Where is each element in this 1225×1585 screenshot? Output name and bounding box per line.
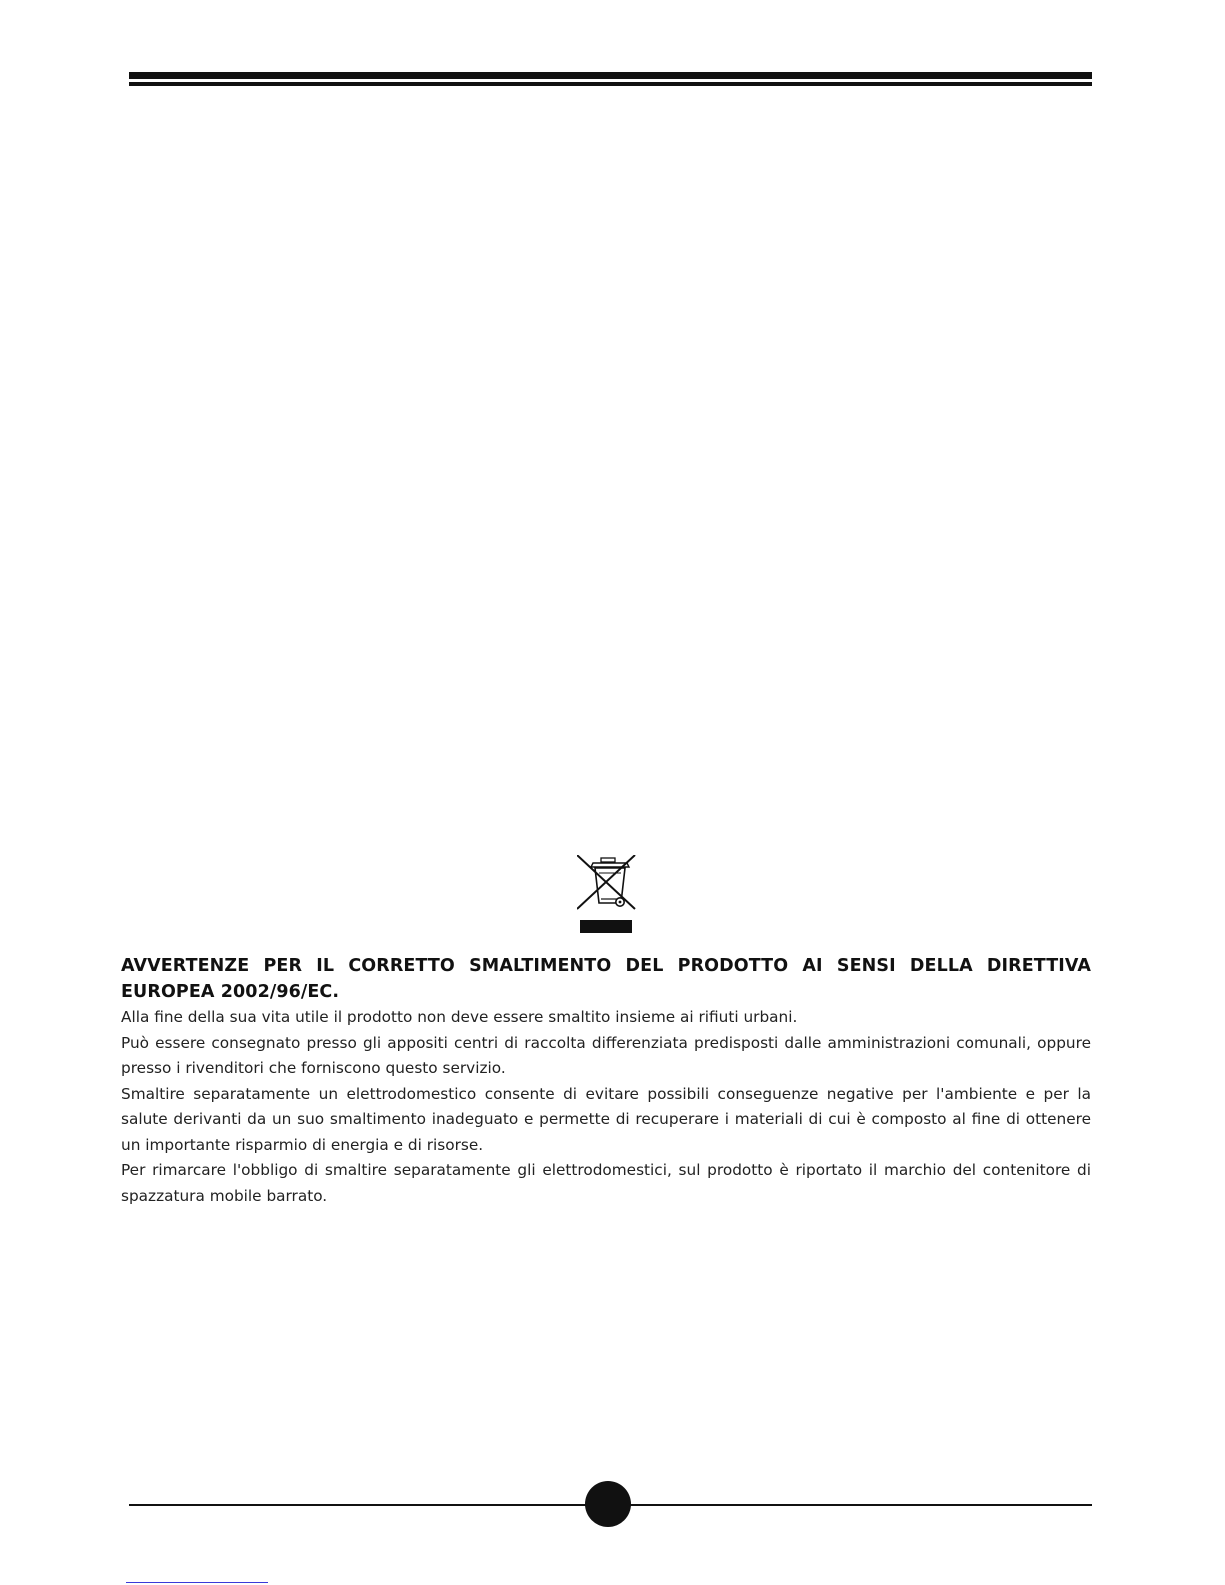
- notice-paragraph: Per rimarcare l'obbligo di smaltire separatamente gli elettrodomestici, sul prodotto è riportato il marchio del contenitore di spazzatura mobile barrato.: [121, 1161, 1091, 1205]
- page-number-circle: [585, 1481, 631, 1527]
- disposal-notice: [121, 953, 1091, 1209]
- notice-paragraph: Smaltire separatamente un elettrodomestico consente di evitare possibili conseguenze negative per l'ambiente e per la salute derivanti da un suo smaltimento inadeguato e permette di recuperare i materiali di cui è composto al fine di ottenere un importante risparmio di energia e di risorse.: [121, 1084, 1091, 1154]
- notice-paragraph: Può essere consegnato presso gli appositi centri di raccolta differenziata predisposti dalle amministrazioni comunali, oppure presso i rivenditori che forniscono questo servizio.: [121, 1033, 1091, 1077]
- notice-paragraph: Alla fine della sua vita utile il prodotto non deve essere smaltito insieme ai rifiuti urbani.: [121, 1008, 798, 1026]
- header-rule-thin: [129, 82, 1092, 86]
- link-underline[interactable]: [126, 1582, 268, 1583]
- crossed-out-wheelie-bin-icon: [577, 855, 643, 945]
- header-rule-thick: [129, 72, 1092, 79]
- notice-title: AVVERTENZE PER IL CORRETTO SMALTIMENTO DEL PRODOTTO AI SENSI DELLA DIRETTIVA EUROPEA 2002/96/EC.: [121, 956, 1091, 1002]
- notice-body: [121, 1005, 1091, 1209]
